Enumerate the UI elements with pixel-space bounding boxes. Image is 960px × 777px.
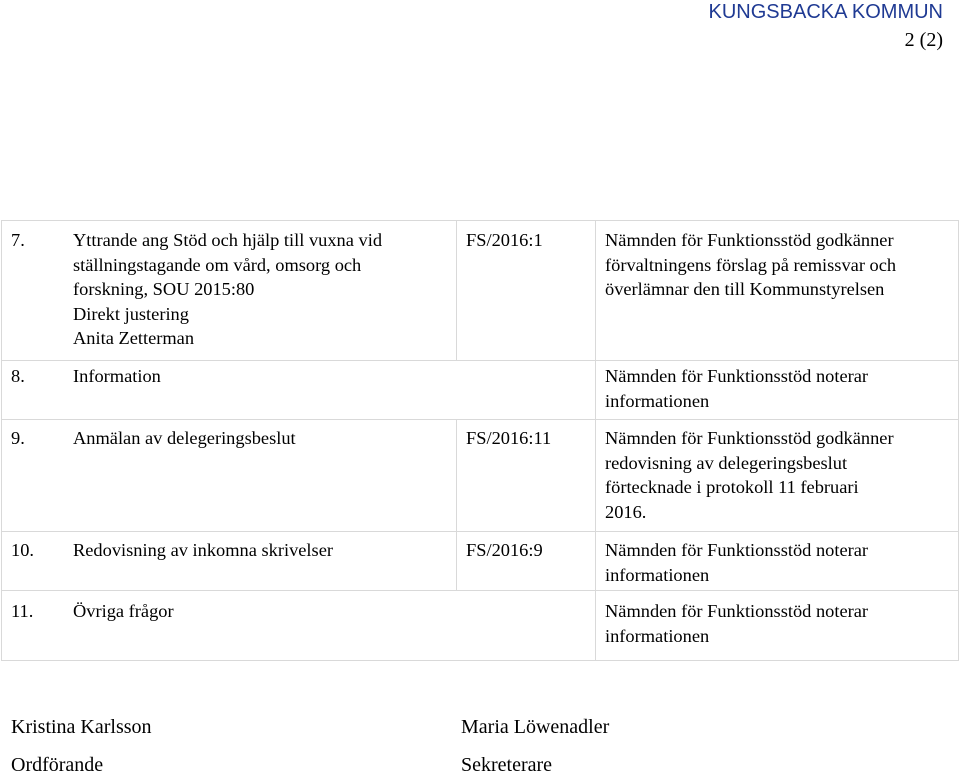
- row-divider-2: [2, 419, 958, 420]
- item-title: Information: [73, 366, 161, 386]
- item-decision: Nämnden för Funktionsstöd noterar informationen: [605, 366, 869, 411]
- row-divider-4: [2, 590, 958, 591]
- item-number: 10.: [11, 540, 34, 560]
- item-number: 11.: [11, 601, 34, 621]
- col-divider-6: [456, 531, 457, 590]
- item-reference: FS/2016:9: [466, 540, 543, 560]
- col-divider-2: [595, 221, 596, 360]
- item-number: 7.: [11, 230, 25, 250]
- item-decision: Nämnden för Funktionsstöd noterar informationen: [605, 540, 869, 585]
- item-reference: FS/2016:1: [466, 230, 543, 250]
- item-number: 8.: [11, 366, 25, 386]
- item-title: Övriga frågor: [73, 601, 174, 621]
- item-title: Redovisning av inkomna skrivelser: [73, 540, 333, 560]
- item-number: 9.: [11, 428, 25, 448]
- item-decision: Nämnden för Funktionsstöd godkänner förvaltningens förslag på remissvar och överlämnar den till Kommunstyrelsen: [605, 230, 897, 300]
- col-divider-4: [456, 419, 457, 531]
- col-divider-8: [595, 590, 596, 660]
- item-reference: FS/2016:11: [466, 428, 552, 448]
- page-number: 2 (2): [904, 29, 943, 51]
- row-divider-1: [2, 360, 958, 361]
- secretary-role: Sekreterare: [461, 754, 553, 776]
- item-decision: Nämnden för Funktionsstöd godkänner redovisning av delegeringsbeslut förtecknade i protokoll 11 februari 2016.: [605, 428, 894, 522]
- item-decision: Nämnden för Funktionsstöd noterar informationen: [605, 601, 869, 646]
- col-divider-7: [595, 531, 596, 590]
- secretary-name: Maria Löwenadler: [461, 716, 610, 738]
- chair-name: Kristina Karlsson: [11, 716, 152, 738]
- row-divider-3: [2, 531, 958, 532]
- item-title: Yttrande ang Stöd och hjälp till vuxna vid ställningstagande om vård, omsorg och forskning, SOU 2015:80 Direkt justering Anita Zetterman: [73, 230, 383, 349]
- col-divider-3: [595, 360, 596, 419]
- chair-role: Ordförande: [11, 754, 104, 776]
- item-title: Anmälan av delegeringsbeslut: [73, 428, 296, 448]
- agenda-table: [1, 220, 959, 661]
- col-divider-5: [595, 419, 596, 531]
- header-organization: KUNGSBACKA KOMMUN: [708, 1, 943, 23]
- col-divider-1: [456, 221, 457, 360]
